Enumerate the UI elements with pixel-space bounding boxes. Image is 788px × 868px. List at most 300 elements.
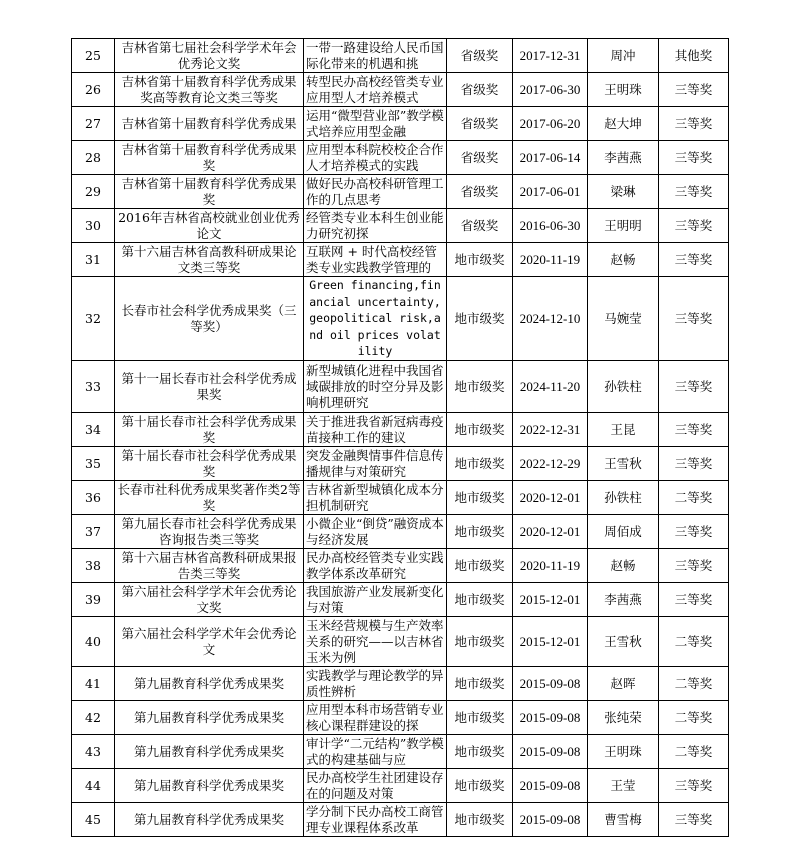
work-title: 审计学“二元结构”教学模式的构建基础与应 — [306, 735, 444, 767]
award-level: 省级奖 — [460, 183, 499, 199]
award-name: 吉林省第十届教育科学优秀成果奖 — [121, 175, 297, 207]
award-name-cell — [115, 583, 304, 617]
table-row — [72, 803, 729, 837]
row-number: 45 — [85, 811, 101, 827]
award-level-cell — [447, 549, 513, 583]
award-date-cell — [513, 769, 588, 803]
award-date-cell — [513, 583, 588, 617]
award-level-cell — [447, 141, 513, 175]
row-number: 34 — [85, 421, 101, 437]
row-number-cell — [72, 413, 115, 447]
award-grade: 二等奖 — [674, 633, 713, 649]
award-grade: 三等奖 — [674, 217, 713, 233]
award-grade: 三等奖 — [674, 378, 713, 394]
table-row — [72, 549, 729, 583]
award-date: 2015-12-01 — [519, 633, 581, 649]
award-level-cell — [447, 277, 513, 361]
award-name-cell — [115, 701, 304, 735]
award-level-cell — [447, 617, 513, 667]
work-title: 关于推进我省新冠病毒疫苗接种工作的建议 — [306, 413, 444, 445]
recipient-name: 赵畅 — [610, 251, 636, 267]
work-title-cell — [304, 141, 447, 175]
award-date-cell — [513, 243, 588, 277]
recipient-name-cell — [588, 107, 659, 141]
recipient-name: 马婉莹 — [604, 310, 642, 326]
award-date: 2017-12-31 — [519, 47, 581, 63]
work-title-cell — [304, 243, 447, 277]
award-date-cell — [513, 701, 588, 735]
award-date-cell — [513, 413, 588, 447]
row-number: 33 — [85, 378, 101, 394]
award-level: 地市级奖 — [454, 633, 505, 649]
row-number: 27 — [85, 115, 101, 131]
award-name-cell — [115, 361, 304, 413]
row-number-cell — [72, 277, 115, 361]
row-number-cell — [72, 701, 115, 735]
award-level-cell — [447, 583, 513, 617]
table-row — [72, 243, 729, 277]
award-name-cell — [115, 175, 304, 209]
award-date-cell — [513, 515, 588, 549]
award-name: 第九届教育科学优秀成果奖 — [133, 811, 284, 827]
award-date-cell — [513, 617, 588, 667]
recipient-name-cell — [588, 277, 659, 361]
award-grade-cell — [659, 107, 729, 141]
award-name: 2016年吉林省高校就业创业优秀论文 — [118, 209, 300, 241]
award-name-cell — [115, 141, 304, 175]
recipient-name: 张纯荣 — [604, 709, 642, 725]
recipient-name-cell — [588, 175, 659, 209]
award-name: 长春市社会科学优秀成果奖（三等奖） — [121, 302, 297, 334]
table-row — [72, 39, 729, 73]
award-level-cell — [447, 481, 513, 515]
award-date: 2022-12-31 — [519, 421, 581, 437]
work-title: 运用“微型营业部”教学模式培养应用型金融 — [306, 107, 444, 139]
row-number: 38 — [85, 557, 101, 573]
table-row — [72, 361, 729, 413]
award-grade: 三等奖 — [674, 310, 713, 326]
award-date-cell — [513, 175, 588, 209]
award-grade: 三等奖 — [674, 81, 713, 97]
award-name-cell — [115, 73, 304, 107]
row-number-cell — [72, 549, 115, 583]
work-title-cell — [304, 667, 447, 701]
award-date-cell — [513, 107, 588, 141]
work-title: 实践教学与理论教学的异质性辨析 — [306, 667, 444, 699]
work-title-cell — [304, 735, 447, 769]
work-title: Green financing,financial uncertainty,geopolitical risk,and oil prices volatility — [309, 278, 441, 359]
table-row — [72, 447, 729, 481]
award-grade-cell — [659, 361, 729, 413]
recipient-name-cell — [588, 481, 659, 515]
work-title: 应用型本科市场营销专业核心课程群建设的探 — [306, 701, 444, 733]
award-name: 第十六届吉林省高教科研成果报告类三等奖 — [121, 549, 297, 581]
award-name: 第九届教育科学优秀成果奖 — [133, 675, 284, 691]
award-date: 2020-11-19 — [519, 251, 581, 267]
award-name-cell — [115, 39, 304, 73]
award-name-cell — [115, 515, 304, 549]
work-title: 转型民办高校经管类专业应用型人才培养模式 — [306, 73, 444, 105]
award-grade: 三等奖 — [674, 557, 713, 573]
recipient-name-cell — [588, 735, 659, 769]
award-name-cell — [115, 209, 304, 243]
work-title-cell — [304, 73, 447, 107]
recipient-name-cell — [588, 73, 659, 107]
work-title: 新型城镇化进程中我国省域碳排放的时空分异及影响机理研究 — [306, 362, 444, 410]
award-date: 2015-09-08 — [519, 709, 581, 725]
award-grade-cell — [659, 549, 729, 583]
award-level: 地市级奖 — [454, 777, 505, 793]
award-date-cell — [513, 481, 588, 515]
award-grade-cell — [659, 209, 729, 243]
award-date: 2015-09-08 — [519, 811, 581, 827]
award-name: 第十届长春市社会科学优秀成果奖 — [121, 447, 297, 479]
row-number-cell — [72, 107, 115, 141]
table-row — [72, 617, 729, 667]
award-level: 地市级奖 — [454, 455, 505, 471]
table-row — [72, 175, 729, 209]
row-number-cell — [72, 583, 115, 617]
award-level: 省级奖 — [460, 149, 499, 165]
award-grade: 二等奖 — [674, 489, 713, 505]
award-level-cell — [447, 175, 513, 209]
row-number-cell — [72, 617, 115, 667]
work-title-cell — [304, 447, 447, 481]
award-name: 第六届社会科学学术年会优秀论文 — [121, 625, 297, 657]
award-level-cell — [447, 667, 513, 701]
award-name: 吉林省第七届社会科学学术年会优秀论文奖 — [121, 39, 297, 71]
award-grade: 三等奖 — [674, 523, 713, 539]
recipient-name: 周佰成 — [604, 523, 642, 539]
award-date: 2015-12-01 — [519, 591, 581, 607]
work-title: 学分制下民办高校工商管理专业课程体系改革 — [306, 803, 444, 835]
award-date-cell — [513, 277, 588, 361]
work-title-cell — [304, 39, 447, 73]
award-name-cell — [115, 549, 304, 583]
award-level-cell — [447, 515, 513, 549]
row-number-cell — [72, 141, 115, 175]
recipient-name-cell — [588, 549, 659, 583]
award-name-cell — [115, 667, 304, 701]
row-number: 39 — [85, 591, 101, 607]
award-date-cell — [513, 735, 588, 769]
recipient-name: 王明珠 — [604, 81, 642, 97]
recipient-name: 王明珠 — [604, 743, 642, 759]
row-number: 30 — [85, 217, 101, 233]
work-title-cell — [304, 549, 447, 583]
recipient-name: 赵晖 — [610, 675, 636, 691]
table-row — [72, 413, 729, 447]
work-title: 小微企业“倒贷”融资成本与经济发展 — [306, 515, 444, 547]
award-grade-cell — [659, 481, 729, 515]
recipient-name: 赵畅 — [610, 557, 636, 573]
work-title-cell — [304, 515, 447, 549]
recipient-name-cell — [588, 701, 659, 735]
award-level: 省级奖 — [460, 115, 499, 131]
row-number-cell — [72, 481, 115, 515]
work-title: 突发金融舆情事件信息传播规律与对策研究 — [306, 447, 444, 479]
award-date: 2015-09-08 — [519, 675, 581, 691]
recipient-name: 梁琳 — [610, 183, 636, 199]
work-title-cell — [304, 361, 447, 413]
recipient-name: 李茜燕 — [604, 149, 642, 165]
award-grade: 三等奖 — [674, 251, 713, 267]
row-number: 32 — [85, 310, 101, 326]
recipient-name-cell — [588, 447, 659, 481]
work-title: 做好民办高校科研管理工作的几点思考 — [306, 175, 444, 207]
row-number: 35 — [85, 455, 101, 471]
award-grade-cell — [659, 73, 729, 107]
award-grade: 二等奖 — [674, 743, 713, 759]
award-grade-cell — [659, 447, 729, 481]
award-grade: 三等奖 — [674, 811, 713, 827]
row-number: 41 — [85, 675, 101, 691]
award-level: 地市级奖 — [454, 675, 505, 691]
row-number-cell — [72, 667, 115, 701]
award-level: 地市级奖 — [454, 523, 505, 539]
award-name: 吉林省第十届教育科学优秀成果奖高等教育论文类三等奖 — [121, 73, 297, 105]
award-date-cell — [513, 361, 588, 413]
award-date-cell — [513, 447, 588, 481]
table-row — [72, 515, 729, 549]
work-title: 民办高校经管类专业实践教学体系改革研究 — [306, 549, 444, 581]
recipient-name-cell — [588, 209, 659, 243]
work-title: 民办高校学生社团建设存在的问题及对策 — [306, 769, 444, 801]
award-grade-cell — [659, 515, 729, 549]
recipient-name: 周冲 — [610, 47, 636, 63]
award-grade-cell — [659, 243, 729, 277]
recipient-name: 曹雪梅 — [604, 811, 642, 827]
award-level: 地市级奖 — [454, 709, 505, 725]
recipient-name-cell — [588, 39, 659, 73]
award-name-cell — [115, 617, 304, 667]
award-date: 2017-06-14 — [519, 149, 581, 165]
recipient-name: 王雪秋 — [604, 633, 642, 649]
table-row — [72, 735, 729, 769]
work-title: 玉米经营规模与生产效率关系的研究——以吉林省玉米为例 — [306, 617, 444, 665]
award-grade: 三等奖 — [674, 777, 713, 793]
row-number: 37 — [85, 523, 101, 539]
award-name-cell — [115, 735, 304, 769]
award-date: 2020-12-01 — [519, 523, 581, 539]
award-level-cell — [447, 361, 513, 413]
work-title-cell — [304, 107, 447, 141]
award-grade: 三等奖 — [674, 421, 713, 437]
award-grade-cell — [659, 39, 729, 73]
award-date: 2016-06-30 — [519, 217, 581, 233]
award-level: 地市级奖 — [454, 378, 505, 394]
work-title-cell — [304, 701, 447, 735]
award-date: 2024-11-20 — [519, 378, 581, 394]
recipient-name: 王昆 — [610, 421, 636, 437]
award-grade-cell — [659, 277, 729, 361]
work-title: 我国旅游产业发展新变化与对策 — [306, 583, 444, 615]
row-number-cell — [72, 735, 115, 769]
award-name: 第六届社会科学学术年会优秀论文奖 — [121, 583, 297, 615]
award-date: 2015-09-08 — [519, 777, 581, 793]
award-name-cell — [115, 447, 304, 481]
row-number: 31 — [85, 251, 101, 267]
award-grade-cell — [659, 617, 729, 667]
recipient-name-cell — [588, 243, 659, 277]
award-level: 省级奖 — [460, 81, 499, 97]
recipient-name-cell — [588, 583, 659, 617]
award-level-cell — [447, 447, 513, 481]
award-level-cell — [447, 769, 513, 803]
table-row — [72, 481, 729, 515]
award-grade: 三等奖 — [674, 149, 713, 165]
row-number: 40 — [85, 633, 101, 649]
row-number: 42 — [85, 709, 101, 725]
table-row — [72, 209, 729, 243]
award-grade-cell — [659, 803, 729, 837]
award-date-cell — [513, 141, 588, 175]
award-name: 第九届教育科学优秀成果奖 — [133, 743, 284, 759]
award-grade-cell — [659, 413, 729, 447]
work-title: 经管类专业本科生创业能力研究初探 — [306, 209, 444, 241]
row-number-cell — [72, 175, 115, 209]
work-title: 吉林省新型城镇化成本分担机制研究 — [306, 481, 444, 513]
recipient-name: 孙铁柱 — [604, 489, 642, 505]
award-grade: 二等奖 — [674, 675, 713, 691]
award-level: 地市级奖 — [454, 310, 505, 326]
award-grade: 二等奖 — [674, 709, 713, 725]
award-name: 第九届教育科学优秀成果奖 — [133, 709, 284, 725]
award-name: 第九届教育科学优秀成果奖 — [133, 777, 284, 793]
award-grade-cell — [659, 175, 729, 209]
row-number: 25 — [85, 47, 101, 63]
award-grade-cell — [659, 735, 729, 769]
award-date: 2015-09-08 — [519, 743, 581, 759]
recipient-name: 孙铁柱 — [604, 378, 642, 394]
award-level: 地市级奖 — [454, 251, 505, 267]
row-number: 43 — [85, 743, 101, 759]
award-name-cell — [115, 769, 304, 803]
award-level-cell — [447, 735, 513, 769]
award-level: 地市级奖 — [454, 743, 505, 759]
award-level: 地市级奖 — [454, 811, 505, 827]
award-level-cell — [447, 107, 513, 141]
work-title-cell — [304, 803, 447, 837]
row-number-cell — [72, 243, 115, 277]
award-date: 2017-06-01 — [519, 183, 581, 199]
recipient-name-cell — [588, 141, 659, 175]
award-name: 第十届长春市社会科学优秀成果奖 — [121, 413, 297, 445]
row-number-cell — [72, 447, 115, 481]
award-level: 地市级奖 — [454, 489, 505, 505]
recipient-name: 李茜燕 — [604, 591, 642, 607]
row-number-cell — [72, 39, 115, 73]
recipient-name: 王莹 — [610, 777, 636, 793]
award-level-cell — [447, 73, 513, 107]
award-date: 2020-12-01 — [519, 489, 581, 505]
award-name-cell — [115, 803, 304, 837]
recipient-name-cell — [588, 361, 659, 413]
award-level: 地市级奖 — [454, 557, 505, 573]
award-level: 地市级奖 — [454, 421, 505, 437]
work-title: 应用型本科院校校企合作人才培养模式的实践 — [306, 141, 444, 173]
recipient-name: 赵大坤 — [604, 115, 642, 131]
award-name-cell — [115, 277, 304, 361]
award-grade: 三等奖 — [674, 455, 713, 471]
recipient-name-cell — [588, 515, 659, 549]
recipient-name-cell — [588, 617, 659, 667]
award-grade-cell — [659, 769, 729, 803]
award-level: 省级奖 — [460, 217, 499, 233]
recipient-name-cell — [588, 413, 659, 447]
awards-table — [71, 38, 729, 837]
recipient-name-cell — [588, 769, 659, 803]
row-number-cell — [72, 769, 115, 803]
row-number: 29 — [85, 183, 101, 199]
award-grade: 三等奖 — [674, 115, 713, 131]
award-grade-cell — [659, 141, 729, 175]
row-number-cell — [72, 803, 115, 837]
table-row — [72, 107, 729, 141]
recipient-name-cell — [588, 803, 659, 837]
row-number: 44 — [85, 777, 101, 793]
award-date-cell — [513, 73, 588, 107]
award-date-cell — [513, 549, 588, 583]
work-title-cell — [304, 769, 447, 803]
row-number-cell — [72, 209, 115, 243]
table-row — [72, 769, 729, 803]
award-level-cell — [447, 243, 513, 277]
work-title: 一带一路建设给人民币国际化带来的机遇和挑 — [306, 39, 444, 71]
work-title-cell — [304, 583, 447, 617]
row-number-cell — [72, 361, 115, 413]
award-grade-cell — [659, 701, 729, 735]
table-row — [72, 667, 729, 701]
award-name-cell — [115, 481, 304, 515]
award-grade: 三等奖 — [674, 591, 713, 607]
table-body — [72, 39, 729, 837]
award-name-cell — [115, 413, 304, 447]
table-row — [72, 73, 729, 107]
award-date: 2024-12-10 — [519, 310, 581, 326]
award-level-cell — [447, 803, 513, 837]
row-number: 36 — [85, 489, 101, 505]
award-name-cell — [115, 107, 304, 141]
award-date-cell — [513, 803, 588, 837]
row-number: 26 — [85, 81, 101, 97]
award-grade-cell — [659, 583, 729, 617]
award-date: 2022-12-29 — [519, 455, 581, 471]
award-level-cell — [447, 209, 513, 243]
table-row — [72, 141, 729, 175]
award-level: 地市级奖 — [454, 591, 505, 607]
award-date-cell — [513, 209, 588, 243]
work-title-cell — [304, 175, 447, 209]
row-number: 28 — [85, 149, 101, 165]
work-title-cell — [304, 617, 447, 667]
award-name: 吉林省第十届教育科学优秀成果奖 — [121, 141, 297, 173]
award-name: 吉林省第十届教育科学优秀成果 — [121, 115, 297, 131]
award-level: 省级奖 — [460, 47, 499, 63]
row-number-cell — [72, 515, 115, 549]
award-date-cell — [513, 39, 588, 73]
award-name: 长春市社科优秀成果奖著作类2等奖 — [117, 481, 301, 513]
recipient-name: 王明明 — [604, 217, 642, 233]
work-title-cell — [304, 209, 447, 243]
table-row — [72, 583, 729, 617]
award-level-cell — [447, 701, 513, 735]
table-row — [72, 277, 729, 361]
recipient-name-cell — [588, 667, 659, 701]
award-name: 第九届长春市社会科学优秀成果咨询报告类三等奖 — [121, 515, 297, 547]
work-title-cell — [304, 413, 447, 447]
recipient-name: 王雪秋 — [604, 455, 642, 471]
